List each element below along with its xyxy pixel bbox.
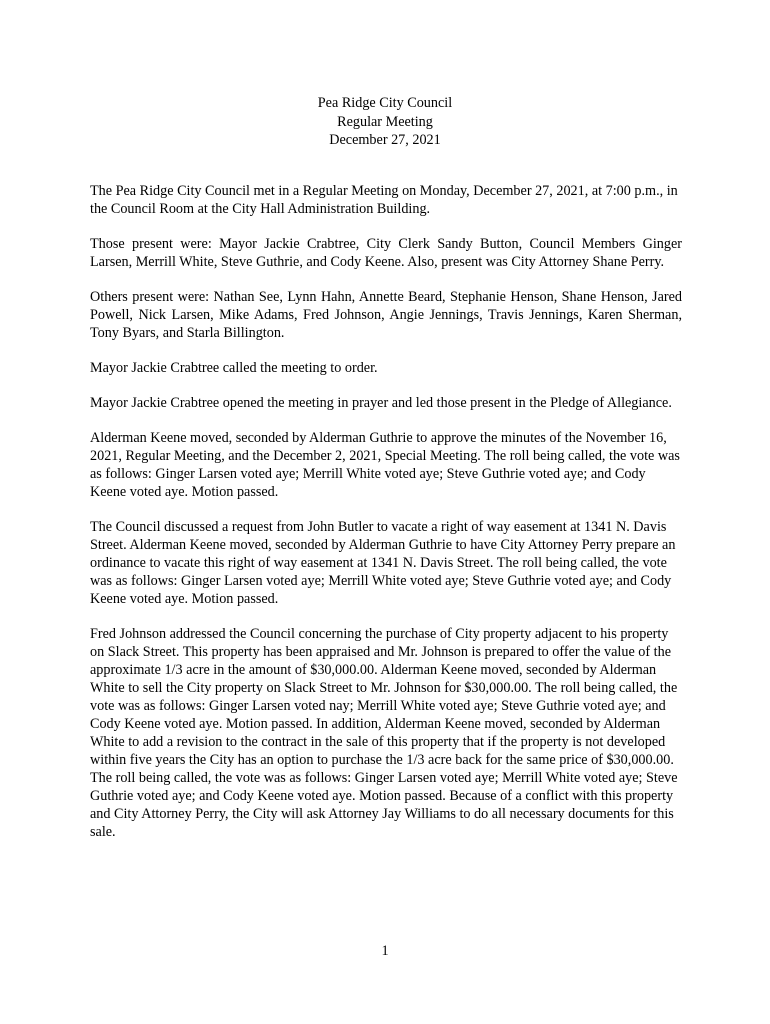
meeting-date: December 27, 2021 [329, 132, 441, 148]
paragraph-prayer-pledge: Mayor Jackie Crabtree opened the meeting in prayer and led those present in the Pledge of Allegiance. [90, 395, 672, 411]
document-header [0, 94, 770, 150]
council-name: Pea Ridge City Council [317, 95, 453, 111]
paragraph-easement-vacate: The Council discussed a request from John Butler to vacate a right of way easement at 1341 N. Davis Street. Alderman Keene moved, seconded by Alderman Guthrie to have City Attorney Perry prepare an ordinance to vacate this right of way easement at 1341 N. Davis Street. The roll being called, the vote was as follows: Ginger Larsen voted aye; Merrill White voted aye; Steve Guthrie voted aye; and Cody Keene voted aye. Motion passed. [90, 519, 676, 607]
meeting-type: Regular Meeting [337, 113, 433, 130]
minutes-body [90, 182, 682, 858]
paragraph-others-present: Others present were: Nathan See, Lynn Hahn, Annette Beard, Stephanie Henson, Shane Henson, Jared Powell, Nick Larsen, Mike Adams, Fred Johnson, Angie Jennings, Travis Jennings, Karen Sherman, Tony Byars, and Starla Billington. [90, 289, 682, 341]
paragraph-property-sale: Fred Johnson addressed the Council concerning the purchase of City property adjacent to his property on Slack Street. This property has been appraised and Mr. Johnson is prepared to offer the value of the approximate 1/3 acre in the amount of $30,000.00. Alderman Keene moved, seconded by Alderman White to sell the City property on Slack Street to Mr. Johnson for $30,000.00. The roll being called, the vote was as follows: Ginger Larsen voted nay; Merrill White voted aye; Steve Guthrie voted aye; and Cody Keene voted aye. Motion passed. In addition, Alderman Keene moved, seconded by Alderman White to add a revision to the contract in the sale of this property that if the property is not developed within five years the City has an option to purchase the 1/3 acre back for the same price of $30,000.00. The roll being called, the vote was as follows: Ginger Larsen voted aye; Merrill White voted aye; Steve Guthrie voted aye; and Cody Keene voted aye. Motion passed. Because of a conflict with this property and City Attorney Perry, the City will ask Attorney Jay Williams to do all necessary documents for this sale. [90, 626, 678, 840]
paragraph-approve-minutes: Alderman Keene moved, seconded by Alderman Guthrie to approve the minutes of the November 16, 2021, Regular Meeting, and the December 2, 2021, Special Meeting. The roll being called, the vote was as follows: Ginger Larsen voted aye; Merrill White voted aye; Steve Guthrie voted aye; and Cody Keene voted aye. Motion passed. [90, 430, 680, 500]
paragraph-meeting-intro: The Pea Ridge City Council met in a Regular Meeting on Monday, December 27, 2021, at 7:00 p.m., in the Council Room at the City Hall Administration Building. [90, 183, 678, 217]
paragraph-call-to-order: Mayor Jackie Crabtree called the meeting to order. [90, 360, 378, 376]
page-number: 1 [381, 943, 389, 959]
paragraph-present-members: Those present were: Mayor Jackie Crabtree, City Clerk Sandy Button, Council Members Ginger Larsen, Merrill White, Steve Guthrie, and Cody Keene. Also, present was City Attorney Shane Perry. [90, 236, 682, 270]
